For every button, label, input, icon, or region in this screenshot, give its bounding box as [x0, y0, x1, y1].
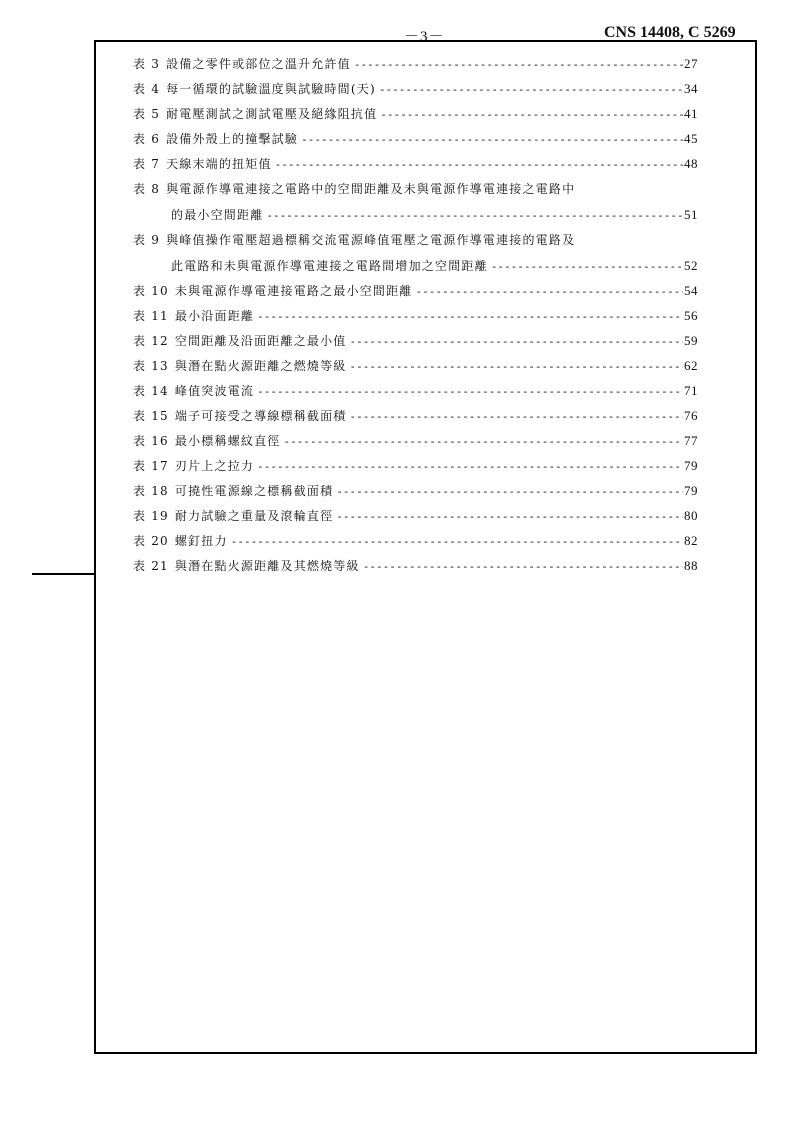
- toc-line: [133, 156, 698, 172]
- table-number: 表 13: [133, 359, 169, 373]
- toc-line: [133, 533, 698, 549]
- table-title: 每一循環的試驗溫度與試驗時間(天): [166, 82, 376, 96]
- dot-leader: [350, 334, 684, 350]
- page-reference: 56: [684, 308, 698, 323]
- table-title: 未與電源作導電連接電路之最小空間距離: [174, 284, 413, 298]
- table-title: 刃片上之拉力: [174, 459, 255, 473]
- toc-entry[interactable]: [133, 56, 698, 72]
- table-number: 表 6: [133, 132, 161, 146]
- page-reference: 48: [684, 156, 698, 171]
- toc-entry[interactable]: [133, 433, 698, 449]
- table-number: 表 16: [133, 434, 169, 448]
- dot-leader: [257, 384, 683, 400]
- toc-entry[interactable]: [133, 232, 698, 274]
- table-number: 表 14: [133, 384, 169, 398]
- toc-line: [133, 56, 698, 72]
- toc-entry[interactable]: [133, 156, 698, 172]
- page-reference: 80: [684, 508, 698, 523]
- table-title: 設備外殼上的撞擊試驗: [166, 132, 299, 146]
- dot-leader: [380, 107, 683, 123]
- toc-line: [133, 333, 698, 349]
- table-number: 表 18: [133, 484, 169, 498]
- table-number: 表 10: [133, 284, 169, 298]
- toc-line: [133, 131, 698, 147]
- toc-entry[interactable]: [133, 333, 698, 349]
- table-number: 表 3: [133, 57, 161, 71]
- dot-leader: [266, 208, 683, 224]
- table-title: 端子可接受之導線標稱截面積: [174, 409, 347, 423]
- page-reference: 41: [684, 106, 698, 121]
- toc-line: [133, 232, 698, 248]
- toc-entry[interactable]: [133, 558, 698, 574]
- toc-entry[interactable]: [133, 533, 698, 549]
- dot-leader: [379, 82, 683, 98]
- table-title: 設備之零件或部位之溫升允許值: [166, 57, 351, 71]
- table-number: 表 17: [133, 459, 169, 473]
- table-title: 耐力試驗之重量及滾輪直徑: [174, 509, 334, 523]
- toc-line: [133, 483, 698, 499]
- toc-line: [133, 558, 698, 574]
- dot-leader: [491, 259, 683, 275]
- toc-line: [133, 308, 698, 324]
- dot-leader: [275, 157, 683, 173]
- table-number: 表 7: [133, 157, 161, 171]
- toc-entry[interactable]: [133, 508, 698, 524]
- toc-entry[interactable]: [133, 81, 698, 97]
- table-number: 表 19: [133, 509, 169, 523]
- table-title: 與電源作導電連接之電路中的空間距離及未與電源作導電連接之電路中: [166, 182, 576, 196]
- toc-line: [133, 458, 698, 474]
- table-title: 天線末端的扭矩值: [166, 157, 272, 171]
- table-of-contents: [133, 56, 698, 574]
- table-number: 表 5: [133, 107, 161, 121]
- page-reference: 79: [684, 458, 698, 473]
- dot-leader: [350, 359, 684, 375]
- page-reference: 34: [684, 81, 698, 96]
- toc-entry[interactable]: [133, 283, 698, 299]
- table-title: 耐電壓測試之測試電壓及絕緣阻抗值: [166, 107, 378, 121]
- table-title: 峰值突波電流: [174, 384, 255, 398]
- dot-leader: [350, 409, 684, 425]
- table-title: 此電路和未與電源作導電連接之電路間增加之空間距離: [171, 259, 488, 273]
- page-reference: 52: [684, 258, 698, 273]
- page-reference: 71: [684, 383, 698, 398]
- toc-line: [133, 433, 698, 449]
- table-number: 表 4: [133, 82, 161, 96]
- table-title: 最小標稱螺紋直徑: [174, 434, 281, 448]
- page-reference: 59: [684, 333, 698, 348]
- dot-leader: [363, 559, 683, 575]
- table-title: 空間距離及沿面距離之最小值: [174, 334, 347, 348]
- table-title: 與潛在點火源距離及其燃燒等級: [174, 559, 360, 573]
- toc-entry[interactable]: [133, 483, 698, 499]
- toc-line: [133, 181, 698, 197]
- page-reference: 88: [684, 558, 698, 573]
- toc-entry[interactable]: [133, 383, 698, 399]
- table-number: 表 8: [133, 182, 161, 196]
- table-title: 的最小空間距離: [171, 208, 264, 222]
- page-number: －3－: [404, 29, 445, 45]
- table-title: 可撓性電源線之標稱截面積: [174, 484, 334, 498]
- toc-entry[interactable]: [133, 358, 698, 374]
- toc-line: [133, 358, 698, 374]
- toc-entry[interactable]: [133, 131, 698, 147]
- page-reference: 62: [684, 358, 698, 373]
- page-reference: 76: [684, 408, 698, 423]
- dot-leader: [257, 459, 683, 475]
- table-number: 表 9: [133, 233, 161, 247]
- dot-leader: [336, 484, 683, 500]
- table-number: 表 20: [133, 534, 169, 548]
- standard-code: CNS 14408, C 5269: [604, 24, 736, 41]
- toc-line: [133, 383, 698, 399]
- table-number: 表 12: [133, 334, 169, 348]
- dot-leader: [354, 57, 683, 73]
- page-reference: 54: [684, 283, 698, 298]
- table-title: 螺釘扭力: [174, 534, 228, 548]
- table-title: 與峰值操作電壓超過標稱交流電源峰值電壓之電源作導電連接的電路及: [166, 233, 576, 247]
- toc-entry[interactable]: [133, 181, 698, 223]
- page-reference: 82: [684, 533, 698, 548]
- table-number: 表 15: [133, 409, 169, 423]
- dot-leader: [284, 434, 684, 450]
- dot-leader: [416, 284, 684, 300]
- page-reference: 45: [684, 131, 698, 146]
- toc-line: [133, 283, 698, 299]
- toc-entry[interactable]: [133, 408, 698, 424]
- page-reference: 79: [684, 483, 698, 498]
- dot-leader: [257, 309, 683, 325]
- toc-line: [133, 106, 698, 122]
- toc-line: [133, 258, 698, 274]
- toc-line: [133, 508, 698, 524]
- toc-entry[interactable]: [133, 308, 698, 324]
- toc-line: [133, 207, 698, 223]
- page-reference: 51: [684, 207, 698, 222]
- page-reference: 27: [684, 56, 698, 71]
- table-title: 最小沿面距離: [174, 309, 255, 323]
- table-number: 表 11: [133, 309, 169, 323]
- margin-rule: [32, 573, 94, 575]
- dot-leader: [336, 509, 683, 525]
- dot-leader: [301, 132, 683, 148]
- toc-line: [133, 81, 698, 97]
- table-number: 表 21: [133, 559, 169, 573]
- toc-entry[interactable]: [133, 458, 698, 474]
- dot-leader: [231, 534, 683, 550]
- toc-entry[interactable]: [133, 106, 698, 122]
- page-reference: 77: [684, 433, 698, 448]
- table-title: 與潛在點火源距離之燃燒等級: [174, 359, 347, 373]
- toc-line: [133, 408, 698, 424]
